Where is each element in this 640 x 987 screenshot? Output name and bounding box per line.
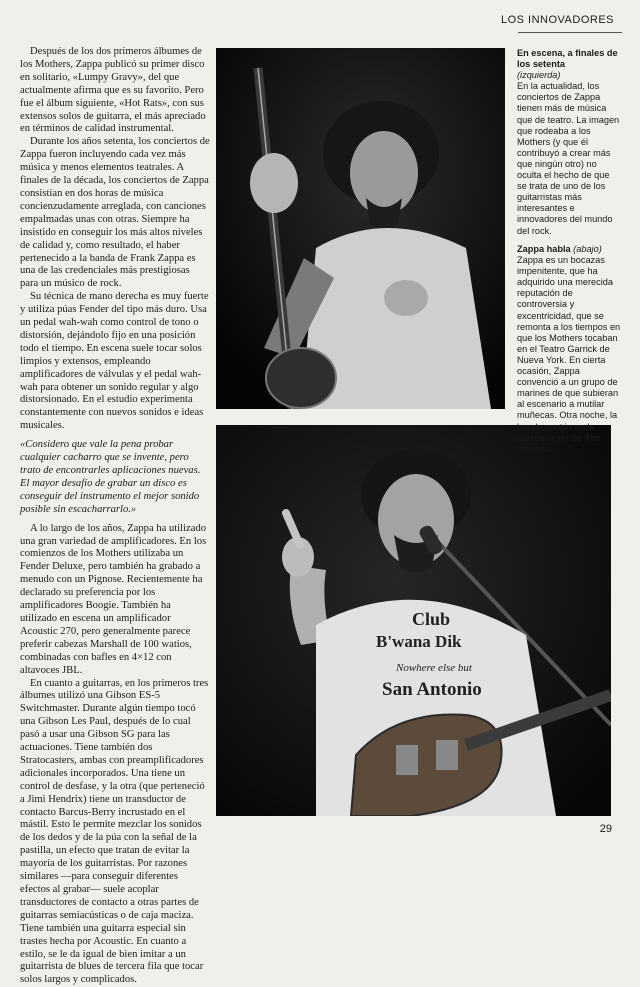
pull-quote: «Considero que vale la pena probar cualquier cacharro que se invente, pero trato de encontrarles aplicaciones nuevas. El mayor desafío de grabar un disco es conseguir del instrumento el mejor sonido posible sin escacharrarlo.» xyxy=(20,439,210,516)
photo-zappa-on-stage xyxy=(216,48,505,409)
article-paragraph: En cuanto a guitarras, en los primeros tres álbumes utilizó una Gibson ES-5 Switchmaster. Durante algún tiempo tocó una Gibson Les Paul, después de lo cual pasó a usar una Gibson SG para las actuaciones. Tiene también dos Stratocasters, ambas con preamplificadores adicionales incorporados. Una tiene un control de desfase, y la otra (que perteneció a Jimi Hendrix) tiene un transductor de contacto Barcus-Berry incrustado en el mástil. Esto le permite mezclar los sonidos de los dedos y de la púa con la señal de la pastilla, un efecto que tratan de evitar la mayoría de los guitarristas. Por razones similares —para conseguir diferentes efectos al grabar— suele acoplar transductores de contacto a otras partes de guitarras semiacústicas o de caja maciza. Tiene también una guitarra especial sin trastes hecha por Acoustic. En cuanto a estilo, se le da igual de bien imitar a un guitarrista de blues de tercera fila que tocar solos largos y complicados. xyxy=(20,678,210,987)
caption-title: En escena, a finales de los setenta xyxy=(517,48,621,70)
caption-zappa-talks xyxy=(517,244,621,455)
article-column xyxy=(20,46,210,987)
shirt-text-nowhere: Nowhere else but xyxy=(395,662,473,674)
article-paragraph: Después de los dos primeros álbumes de los Mothers, Zappa publicó su primer disco en solitario, «Lumpy Gravy», del que actualmente afirma que es su favorito. Pero fue el álbum siguiente, «Hot Rats», con sus extensos solos de guitarra, el más apreciado en términos de calidad instrumental. xyxy=(20,46,210,136)
caption-text: En la actualidad, los conciertos de Zappa tienen más de música que de teatro. La imagen que rodeaba a los Mothers (y que él contribuyó a crear más que ningún otro) no oculta el hecho de que se trata de uno de los guitarristas más interesantes e innovadores del mundo del rock. xyxy=(517,81,621,236)
photo-zappa-talking xyxy=(216,425,611,816)
article-paragraph: Su técnica de mano derecha es muy fuerte y utiliza púas Fender del tipo más duro. Usa un pedal wah-wah como control de tono o distorsión, dejándolo fijo en una posición todo el tiempo. En escena suele tocar solos limpios y extensos, empleando amplificadores de válvulas y el pedal wah-wah para obtener un sonido regular y algo distorsionado. En el estudio experimenta constantemente con nuevos sonidos e ideas musicales. xyxy=(20,291,210,433)
section-header: LOS INNOVADORES xyxy=(501,14,614,26)
caption-title: Zappa habla xyxy=(517,244,571,254)
shirt-text-club: Club xyxy=(412,609,450,629)
shirt-text-sanantonio: San Antonio xyxy=(382,679,482,700)
article-paragraph: A lo largo de los años, Zappa ha utilizado una gran variedad de amplificadores. En los comienzos de los Mothers utilizaba un Fender Deluxe, pero también ha grabado a menudo con un Pignose. Recientemente ha declarado su preferencia por los amplificadores Boogie. También ha utilizado en escena un amplificador Acoustic 270, pero generalmente parece preferir cabezas Marshall de 100 watios, combinadas con bafles en 4×12 con altavoces JBL. xyxy=(20,523,210,678)
caption-on-stage xyxy=(517,48,621,237)
caption-text: Zappa es un bocazas impenitente, que ha adquirido una merecida reputación de controversia y excentricidad, que se remonta a los tiempos en que los Mothers tocaban en el Teatro Garrick de Nueva York. En cierta ocasión, Zappa convenció a un grupo de marines de que subieran al escenario a mutilar muñecas. Otra noche, la banda contó con la participación de Jimi Hendrix. xyxy=(517,255,621,455)
header-rule xyxy=(518,32,622,33)
page-number: 29 xyxy=(600,823,612,835)
article-paragraph: Durante los años setenta, los conciertos de Zappa fueron incluyendo cada vez más música y menos elementos teatrales. A finales de la década, los conciertos de Zappa consistían en dos horas de música concienzudamente arreglada, con canciones empalmadas unas con otras. Siempre ha insistido en conseguir los más altos niveles de calidad y, como resultado, el haber pertenecido a la banda de Frank Zappa es una de las credenciales más prestigiosas para un músico de rock. xyxy=(20,136,210,291)
caption-location: (abajo) xyxy=(573,244,602,254)
shirt-text-bwana: B'wana Dik xyxy=(376,632,462,651)
caption-location: (izquierda) xyxy=(517,70,621,81)
